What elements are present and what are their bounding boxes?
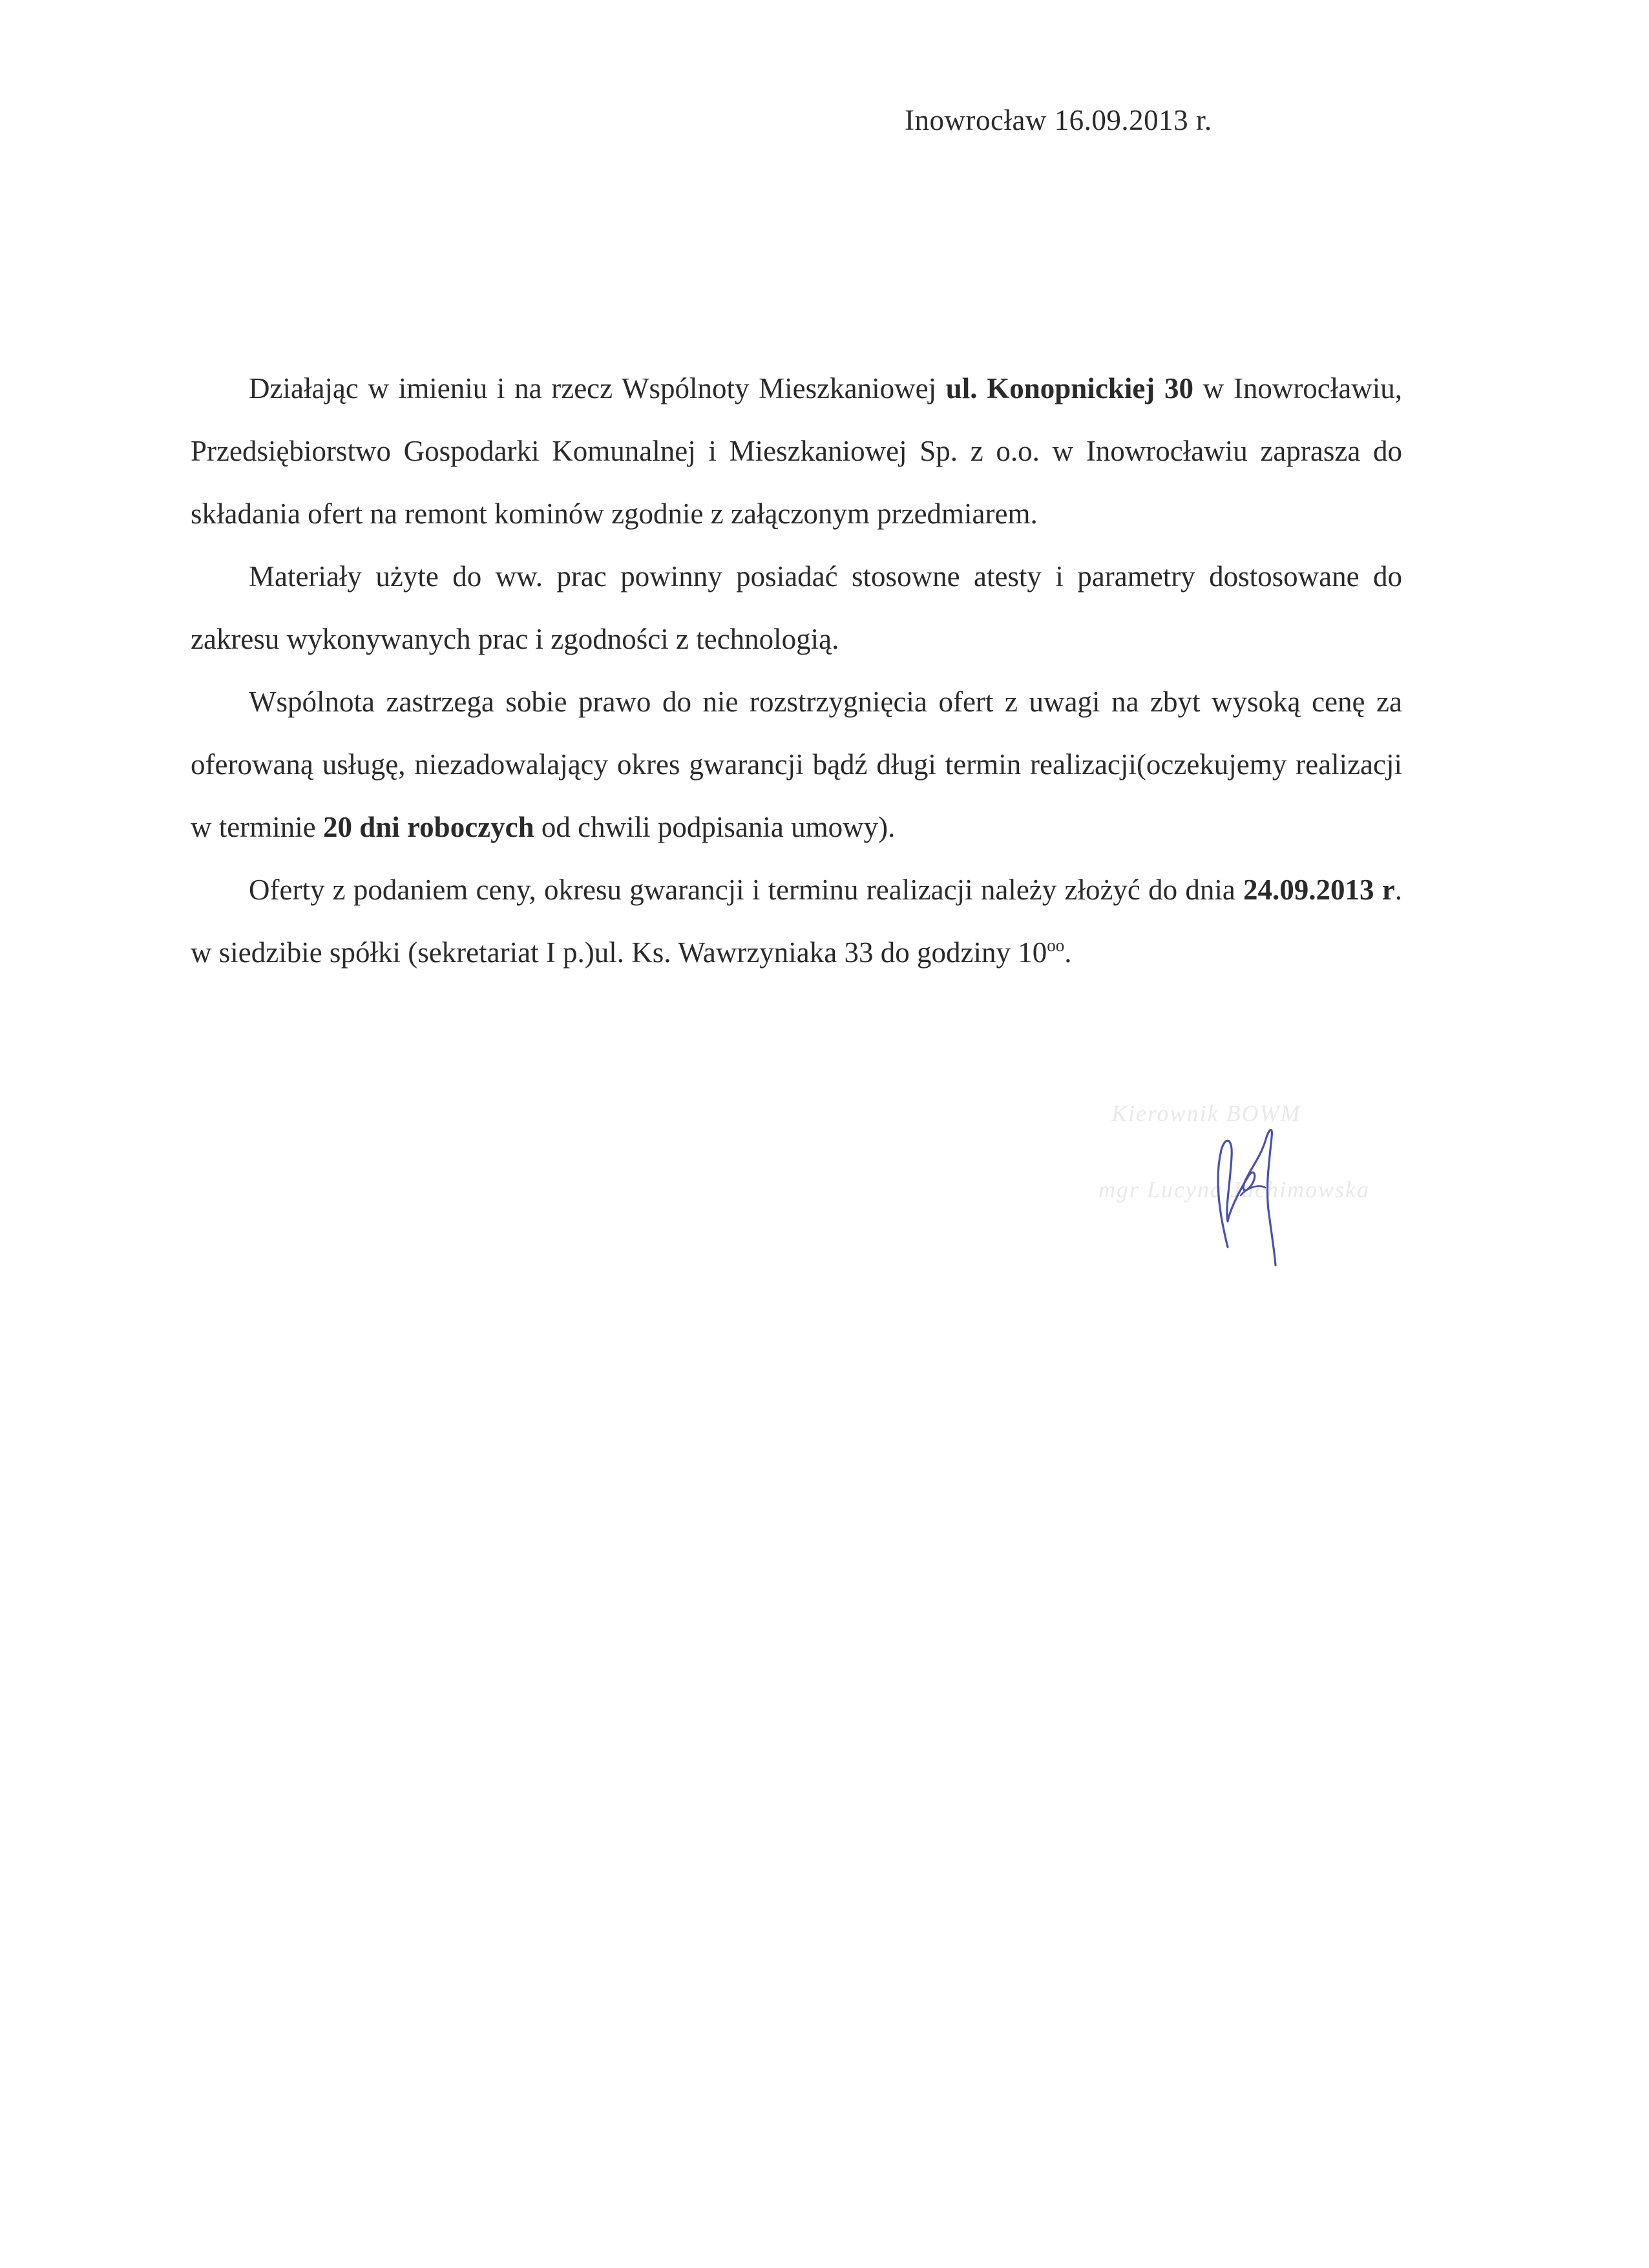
term-bold: 20 dni roboczych bbox=[322, 811, 534, 843]
paragraph-deadline bbox=[191, 859, 1402, 984]
hour-superscript: oo bbox=[1047, 936, 1065, 955]
paragraph-deadline-text-3: . bbox=[1064, 936, 1072, 969]
place-date: Inowrocław 16.09.2013 r. bbox=[905, 104, 1212, 136]
paragraph-invitation-text-2: w Inowrocławiu, Przedsiębiorstwo Gospodarki Komunalnej i Mieszkaniowej Sp. z o.o. w Inowrocławiu zaprasza do składania ofert na remont kominów zgodnie z załączonym przedmiarem. bbox=[191, 372, 1402, 530]
letter-body bbox=[191, 357, 1402, 984]
stamp-name: mgr Lucyna Jachimowska bbox=[1098, 1177, 1370, 1202]
paragraph-invitation-text-1: Działając w imieniu i na rzecz Wspólnoty Mieszkaniowej bbox=[249, 372, 946, 404]
address-bold: ul. Konopnickiej 30 bbox=[945, 372, 1193, 404]
paragraph-materials-text: Materiały użyte do ww. prac powinny posiadać stosowne atesty i parametry dostosowane do zakresu wykonywanych prac i zgodności z technologią. bbox=[191, 560, 1402, 655]
paragraph-deadline-text-2: . w siedzibie spółki (sekretariat I p.)ul. Ks. Wawrzyniaka 33 do godziny 10 bbox=[191, 874, 1402, 969]
deadline-date-bold: 24.09.2013 r bbox=[1243, 874, 1395, 906]
paragraph-materials bbox=[191, 545, 1402, 671]
paragraph-reservation-text-1: Wspólnota zastrzega sobie prawo do nie rozstrzygnięcia ofert z uwagi na zbyt wysoką cenę za oferowaną usługę, niezadowalający okres gwarancji bądź długi termin realizacji(oczekujemy realizacji w terminie bbox=[191, 686, 1402, 843]
paragraph-reservation-text-2: od chwili podpisania umowy). bbox=[534, 811, 896, 843]
handwritten-signature bbox=[1202, 1111, 1312, 1266]
paragraph-reservation bbox=[191, 671, 1402, 859]
stamp-title: Kierownik BOWM bbox=[1111, 1100, 1301, 1126]
paragraph-deadline-text-1: Oferty z podaniem ceny, okresu gwarancji i terminu realizacji należy złożyć do dnia bbox=[249, 874, 1244, 906]
paragraph-invitation bbox=[191, 357, 1402, 545]
signature-stroke bbox=[1218, 1130, 1276, 1265]
